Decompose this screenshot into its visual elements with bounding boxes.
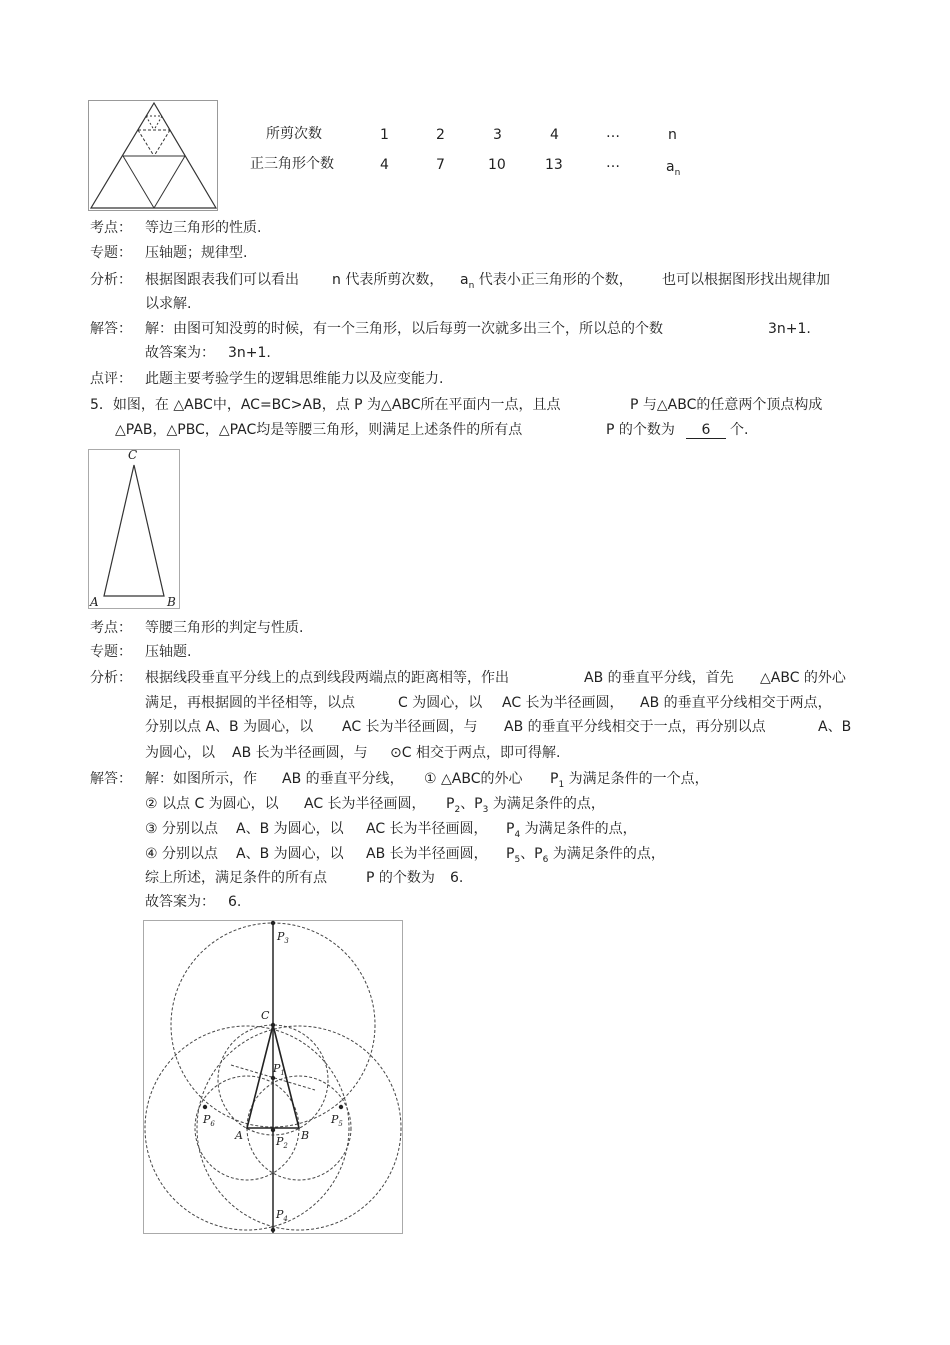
q4-fenxi-an	[460, 273, 633, 291]
point-label-p5-base: P	[331, 1113, 339, 1126]
q5-jieda-p2-base: P	[446, 796, 455, 812]
point-label-p2-subscript: 2	[283, 1142, 288, 1150]
triangle-subdivision-figure	[88, 100, 218, 211]
q5-fenxi-2b: C 为圆心，以	[398, 695, 483, 711]
q5-jieda-5a: 综上所述，满足条件的所有点	[145, 870, 327, 886]
q4-jieda-line2-value: 3n+1.	[228, 345, 271, 361]
point-label-p5	[330, 1113, 343, 1128]
q5-fenxi-4c: ⊙C 相交于两点，即可得解.	[390, 745, 561, 761]
q4-fenxi-line2: 以求解.	[145, 296, 192, 312]
q5-jieda-p5-base: P	[506, 846, 515, 862]
q5-jieda-label: 解答：	[90, 771, 132, 787]
q5-jieda-3a: ③ 分别以点	[145, 821, 219, 837]
q5-zhuanti-text: 压轴题.	[145, 644, 192, 660]
q5-stem-line1: 5．如图，在 △ABC中，AC=BC>AB，点 P 为△ABC所在平面内一点，且点	[90, 397, 561, 413]
point-label-p3-base: P	[277, 930, 285, 943]
q4-fenxi-part3: 也可以根据图形找出规律加	[662, 272, 830, 288]
q4-fenxi-label: 分析：	[90, 272, 132, 288]
q4-fenxi-an-desc: 代表小正三角形的个数，	[474, 272, 633, 288]
q4-jieda-line1: 解：由图可知没剪的时候，有一个三角形，以后每剪一次就多出三个，所以总的个数	[145, 321, 663, 337]
q5-jieda-2c	[446, 797, 605, 815]
q5-fenxi-2a: 满足，再根据圆的半径相等，以点	[145, 695, 355, 711]
q5-jieda-p3-subscript: 3	[482, 804, 489, 815]
table-row2-cell: 4	[380, 157, 389, 173]
table-row2-an-subscript: n	[674, 167, 681, 178]
q4-jieda-value: 3n+1.	[768, 321, 811, 337]
q5-fenxi-1a: 根据线段垂直平分线上的点到线段两端点的距离相等，作出	[145, 670, 509, 686]
q5-fenxi-3d: A、B	[818, 719, 852, 735]
q5-jieda-2a: ② 以点 C 为圆心，以	[145, 796, 279, 812]
point-label-p1-subscript: 1	[280, 1069, 285, 1077]
q4-dianping-label: 点评：	[90, 371, 132, 387]
table-row2-cell: 7	[436, 157, 445, 173]
vertex-label-a: A	[90, 595, 99, 609]
q4-kaodian-label: 考点：	[90, 220, 132, 236]
q5-jieda-p4-subscript: 4	[514, 829, 521, 840]
q5-fenxi-3a: 分别以点 A、B 为圆心，以	[145, 719, 314, 735]
q5-jieda-p4-base: P	[506, 821, 515, 837]
isosceles-triangle-figure	[88, 449, 180, 609]
q4-zhuanti-text: 压轴题；规律型.	[145, 245, 248, 261]
q5-fenxi-4a: 为圆心，以	[145, 745, 215, 761]
point-label-p3-subscript: 3	[284, 937, 289, 945]
construction-drawing	[143, 920, 403, 1235]
q5-jieda-p1-subscript: 1	[558, 779, 565, 790]
table-row1-label: 所剪次数	[266, 126, 322, 142]
q4-dianping-text: 此题主要考验学生的逻辑思维能力以及应变能力.	[145, 371, 444, 387]
table-row1-cell: 2	[436, 127, 445, 143]
isosceles-triangle-drawing	[88, 449, 180, 609]
q5-jieda-p6-base: 、P	[520, 846, 543, 862]
table-row1-cell: n	[668, 127, 677, 143]
q4-zhuanti-label: 专题：	[90, 245, 132, 261]
q5-fenxi-3c: AB 的垂直平分线相交于一点，再分别以点	[504, 719, 766, 735]
q5-jieda-p23-desc: 为满足条件的点，	[488, 796, 605, 812]
point-label-p6-subscript: 6	[210, 1120, 215, 1128]
q4-kaodian-text: 等边三角形的性质.	[145, 220, 262, 236]
point-label-p3	[276, 930, 289, 945]
point-label-p1-base: P	[273, 1062, 281, 1075]
q5-fenxi-2d: AB 的垂直平分线相交于两点，	[640, 695, 832, 711]
q5-kaodian-text: 等腰三角形的判定与性质.	[145, 620, 304, 636]
q5-jieda-p1-desc: 为满足条件的一个点，	[564, 771, 709, 787]
q4-jieda-line2-label: 故答案为：	[145, 345, 215, 361]
q4-fenxi-n: n 代表所剪次数，	[332, 272, 444, 288]
q5-jieda-2b: AC 长为半径画圆，	[304, 796, 426, 812]
point-label-a: A	[235, 1129, 243, 1142]
q5-zhuanti-label: 专题：	[90, 644, 132, 660]
table-row2-cell: 13	[545, 157, 563, 173]
q5-jieda-3c: AC 长为半径画圆，	[366, 821, 488, 837]
q5-jieda-1b: AB 的垂直平分线，	[282, 771, 404, 787]
q5-jieda-4b: A、B 为圆心，以	[236, 846, 344, 862]
q4-fenxi-part1: 根据图跟表我们可以看出	[145, 272, 299, 288]
q5-answer-value: 6	[701, 422, 711, 438]
construction-figure	[143, 920, 403, 1235]
q5-jieda-3b: A、B 为圆心，以	[236, 821, 344, 837]
q5-jieda-6b: 6.	[228, 894, 242, 910]
point-label-p4	[275, 1208, 288, 1223]
table-row1-cell: 4	[550, 127, 559, 143]
q5-jieda-6a: 故答案为：	[145, 894, 215, 910]
q5-jieda-p56-desc: 为满足条件的点，	[548, 846, 665, 862]
q5-stem-line1b: P 与△ABC的任意两个顶点构成	[630, 397, 823, 413]
point-label-p4-base: P	[276, 1208, 284, 1221]
q5-fenxi-1b: AB 的垂直平分线，首先	[584, 670, 734, 686]
q5-stem-line2c: 个.	[730, 422, 749, 438]
q5-jieda-4c: AB 长为半径画圆，	[366, 846, 488, 862]
table-row2-an	[666, 160, 680, 178]
q5-fenxi-4b: AB 长为半径画圆，与	[232, 745, 368, 761]
q5-jieda-4a: ④ 分别以点	[145, 846, 219, 862]
table-row2-an-base: a	[666, 159, 675, 175]
table-row2-cell: 10	[488, 157, 506, 173]
q5-kaodian-label: 考点：	[90, 620, 132, 636]
q5-fenxi-label: 分析：	[90, 670, 132, 686]
q5-jieda-4d	[506, 847, 665, 865]
table-row2-label: 正三角形个数	[250, 156, 334, 172]
q5-fenxi-3b: AC 长为半径画圆，与	[342, 719, 478, 735]
point-label-p4-subscript: 4	[283, 1215, 288, 1223]
triangle-subdivision-drawing	[88, 100, 218, 211]
q5-jieda-1c: ① △ABC的外心	[424, 771, 523, 787]
q4-fenxi-an-subscript: n	[468, 280, 475, 291]
q5-jieda-1d	[550, 772, 709, 790]
vertex-label-c: C	[128, 449, 138, 462]
q4-fenxi-an-base: a	[460, 272, 469, 288]
q5-fenxi-1c: △ABC 的外心	[760, 670, 846, 686]
q5-jieda-1a: 解：如图所示，作	[145, 771, 257, 787]
point-label-p2-base: P	[276, 1135, 284, 1148]
point-label-c: C	[261, 1009, 270, 1022]
q4-jieda-label: 解答：	[90, 321, 132, 337]
table-row1-cell: …	[606, 125, 620, 141]
table-row2-cell: …	[606, 155, 620, 171]
table-row1-cell: 3	[493, 127, 502, 143]
point-label-b: B	[301, 1129, 310, 1142]
point-label-p6-base: P	[203, 1113, 211, 1126]
vertex-label-b: B	[167, 595, 176, 609]
q5-jieda-5b: P 的个数为	[366, 870, 435, 886]
q5-stem-line2: △PAB，△PBC，△PAC均是等腰三角形，则满足上述条件的所有点	[115, 422, 523, 438]
q5-stem-line2b: P 的个数为	[606, 422, 675, 438]
table-row1-cell: 1	[380, 127, 389, 143]
point-label-p6	[202, 1113, 215, 1128]
q5-answer-blank	[686, 423, 726, 439]
q5-jieda-p1-base: P	[550, 771, 559, 787]
q5-jieda-p5-subscript: 5	[514, 854, 521, 865]
q5-jieda-p3-base: 、P	[460, 796, 483, 812]
point-label-p2	[275, 1135, 288, 1150]
point-label-p5-subscript: 5	[338, 1120, 343, 1128]
q5-fenxi-2c: AC 长为半径画圆，	[502, 695, 624, 711]
q5-jieda-3d	[506, 822, 637, 840]
q5-jieda-p4-desc: 为满足条件的点，	[520, 821, 637, 837]
q5-jieda-p6-subscript: 6	[542, 854, 549, 865]
q5-jieda-p2-subscript: 2	[454, 804, 461, 815]
q5-jieda-5c: 6.	[450, 870, 464, 886]
